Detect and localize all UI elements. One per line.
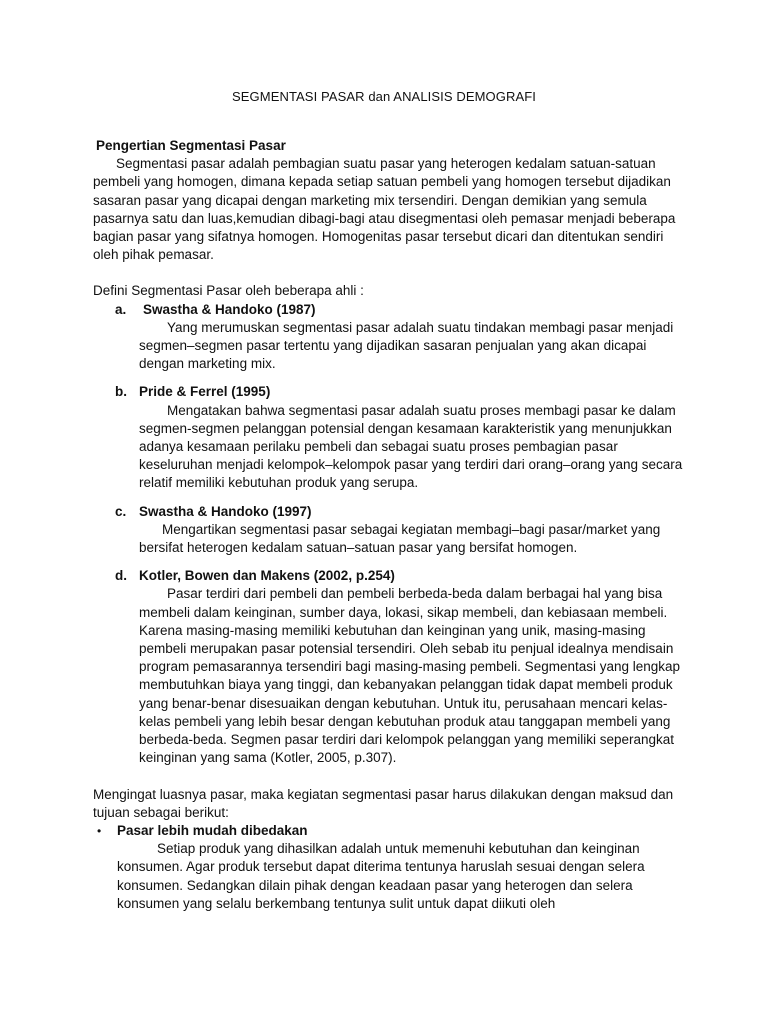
section-heading: Pengertian Segmentasi Pasar <box>96 138 286 153</box>
list-marker: c. <box>115 503 127 519</box>
list-item-body: Setiap produk yang dihasilkan adalah untuk memenuhi kebutuhan dan keinginan konsumen. Agar produk tersebut dapat diterima tentunya haruslah sesuai dengan selera konsumen. Sedangkan dilain pihak dengan keadaan pasar yang heterogen dan selera konsumen yang selalu berkembang tentunya sulit untuk dapat diikuti oleh <box>117 841 645 911</box>
list-item <box>93 822 683 913</box>
document-body <box>93 137 683 913</box>
purpose-intro: Mengingat luasnya pasar, maka kegiatan segmentasi pasar harus dilakukan dengan maksud dan tujuan sebagai berikut: <box>93 786 674 820</box>
list-marker: a. <box>115 301 127 317</box>
list-item-body: Yang merumuskan segmentasi pasar adalah suatu tindakan membagi pasar menjadi segmen–segmen pasar tertentu yang dijadikan sasaran penjualan yang akan dicapai dengan marketing mix. <box>139 319 674 372</box>
spacer <box>93 264 683 282</box>
definitions-list <box>93 301 683 768</box>
spacer <box>93 557 683 567</box>
list-item <box>93 383 683 492</box>
list-item <box>93 503 683 558</box>
list-item <box>93 567 683 767</box>
definition-paragraph: Segmentasi pasar adalah pembagian suatu pasar yang heterogen kedalam satuan-satuan pembeli yang homogen, dimana kepada setiap satuan pembeli yang homogen tersebut dijadikan sasaran pasar yang dicapai dengan marketing mix tersendiri. Dengan demikian yang semula pasarnya satu dan luas,kemudian dibagi-bagi atau disegmentasi oleh pemasar menjadi beberapa bagian pasar yang sifatnya homogen. Homogenitas pasar tersebut dicari dan ditentukan sendiri oleh pihak pemasar. <box>93 156 676 263</box>
list-marker: b. <box>115 384 127 400</box>
list-item-heading: Swastha & Handoko (1997) <box>139 503 312 519</box>
list-item-heading: Kotler, Bowen dan Makens (2002, p.254) <box>139 568 395 584</box>
list-item-body: Pasar terdiri dari pembeli dan pembeli berbeda-beda dalam berbagai hal yang bisa membeli dalam keinginan, sumber daya, lokasi, sikap membeli, dan kebiasaan membeli. Karena masing-masing memiliki kebutuhan dan keinginan yang unik, masing-masing pembeli merupakan pasar potensial tersendiri. Oleh sebab itu penjual idealnya mendisain program pemasarannya tersendiri bagi masing-masing pembeli. Segmentasi yang lengkap membutuhkan biaya yang tinggi, dan kebanyakan pelanggan tidak dapat membeli produk yang benar-benar disesuaikan dengan kebutuhan. Untuk itu, perusahaan mencari kelas-kelas pembeli yang lebih besar dengan kebutuhan produk atau tanggapan membeli yang berbeda-beda. Segmen pasar terdiri dari kelompok pelanggan yang memiliki seperangkat keinginan yang sama (Kotler, 2005, p.307). <box>139 586 681 766</box>
purpose-list <box>93 822 683 913</box>
definitions-intro: Defini Segmentasi Pasar oleh beberapa ahli : <box>93 283 364 299</box>
spacer <box>93 768 683 786</box>
list-item <box>93 301 683 374</box>
list-item-body: Mengartikan segmentasi pasar sebagai kegiatan membagi–bagi pasar/market yang bersifat heterogen kedalam satuan–satuan pasar yang bersifat homogen. <box>139 521 661 556</box>
list-marker: d. <box>115 568 127 584</box>
list-item-heading: Swastha & Handoko (1987) <box>143 301 316 317</box>
spacer <box>93 493 683 503</box>
document-title: SEGMENTASI PASAR dan ANALISIS DEMOGRAFI <box>232 89 536 104</box>
spacer <box>93 373 683 383</box>
list-item-heading: Pasar lebih mudah dibedakan <box>117 822 308 838</box>
list-item-body: Mengatakan bahwa segmentasi pasar adalah suatu proses membagi pasar ke dalam segmen-segmen pelanggan potensial dengan kesamaan karakteristik yang menunjukkan adanya kesamaan perilaku pembeli dan sebagai suatu proses pembagian pasar keseluruhan menjadi kelompok–kelompok pasar yang terdiri dari orang–orang yang secara relatif memiliki kebutuhan produk yang serupa. <box>139 402 683 491</box>
list-item-heading: Pride & Ferrel (1995) <box>139 384 271 400</box>
bullet-icon: • <box>97 823 102 838</box>
